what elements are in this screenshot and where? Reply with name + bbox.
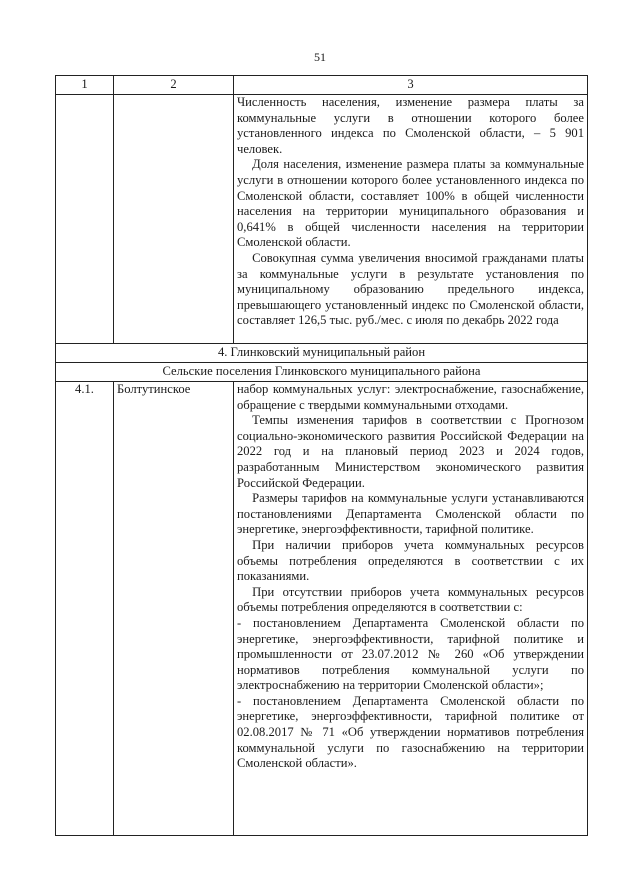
paragraph: Численность населения, изменение размера платы за коммунальные услуги в отношении которого более установленного индекса по Смоленской области, – 5 901 человек.	[237, 95, 584, 156]
paragraph: При наличии приборов учета коммунальных ресурсов объемы потребления определяются в соответствии с их показаниями.	[237, 537, 584, 584]
document-table	[55, 75, 588, 836]
paragraph: - постановлением Департамента Смоленской области по энергетике, энергоэффективности, тарифной политике от 02.08.2017 № 71 «Об утверждении нормативов потребления коммунальной услуги по газоснабжению на территории Смоленской области».	[237, 693, 584, 771]
empty-cell	[56, 95, 114, 344]
row-number: 4.1.	[56, 382, 114, 836]
subsection-row	[56, 363, 588, 382]
empty-cell	[114, 95, 234, 344]
column-header-1: 1	[56, 76, 114, 95]
paragraph: Темпы изменения тарифов в соответствии с Прогнозом социально-экономического развития Российской Федерации на 2022 год и на плановый период 2023 и 2024 годов, разработанным Министерством экономического развития Российской Федерации.	[237, 413, 584, 490]
paragraph: Совокупная сумма увеличения вносимой гражданами платы за коммунальные услуги в результате установления по муниципальному образованию предельного индекса, превышающего установленный индекс по Смоленской области, составляет 126,5 тыс. руб./мес. с июля по декабрь 2022 года	[237, 250, 584, 328]
page-number: 51	[314, 50, 326, 64]
subsection-title: Сельские поселения Глинковского муниципального района	[56, 363, 588, 382]
paragraph: - постановлением Департамента Смоленской области по энергетике, энергоэффективности, тарифной политике и промышленности от 23.07.2012 № 260 «Об утверждении нормативов потребления коммунальной услуги по электроснабжению на территории Смоленской области»;	[237, 615, 584, 693]
table-header-row	[56, 76, 588, 95]
row-text-cell	[234, 382, 588, 836]
column-header-2: 2	[114, 76, 234, 95]
table-row-4-1	[56, 382, 588, 836]
paragraph: При отсутствии приборов учета коммунальных ресурсов объемы потребления определяются в соответствии с:	[237, 584, 584, 615]
table-row-continued	[56, 95, 588, 344]
section-title: 4. Глинковский муниципальный район	[56, 344, 588, 363]
column-header-3: 3	[234, 76, 588, 95]
paragraph: набор коммунальных услуг: электроснабжение, газоснабжение, обращение с твердыми коммунальными отходами.	[237, 382, 584, 412]
continued-text-cell	[234, 95, 588, 344]
settlement-name: Болтутинское	[114, 382, 234, 836]
section-row	[56, 344, 588, 363]
paragraph: Размеры тарифов на коммунальные услуги устанавливаются постановлениями Департамента Смоленской области по энергетике, энергоэффективности, тарифной политике.	[237, 491, 584, 537]
paragraph: Доля населения, изменение размера платы за коммунальные услуги в отношении которого более установленного индекса по Смоленской области, составляет 100% в общей численности населения на территории муниципального образования и 0,641% в общей численности населения на территории Смоленской области.	[237, 157, 584, 250]
